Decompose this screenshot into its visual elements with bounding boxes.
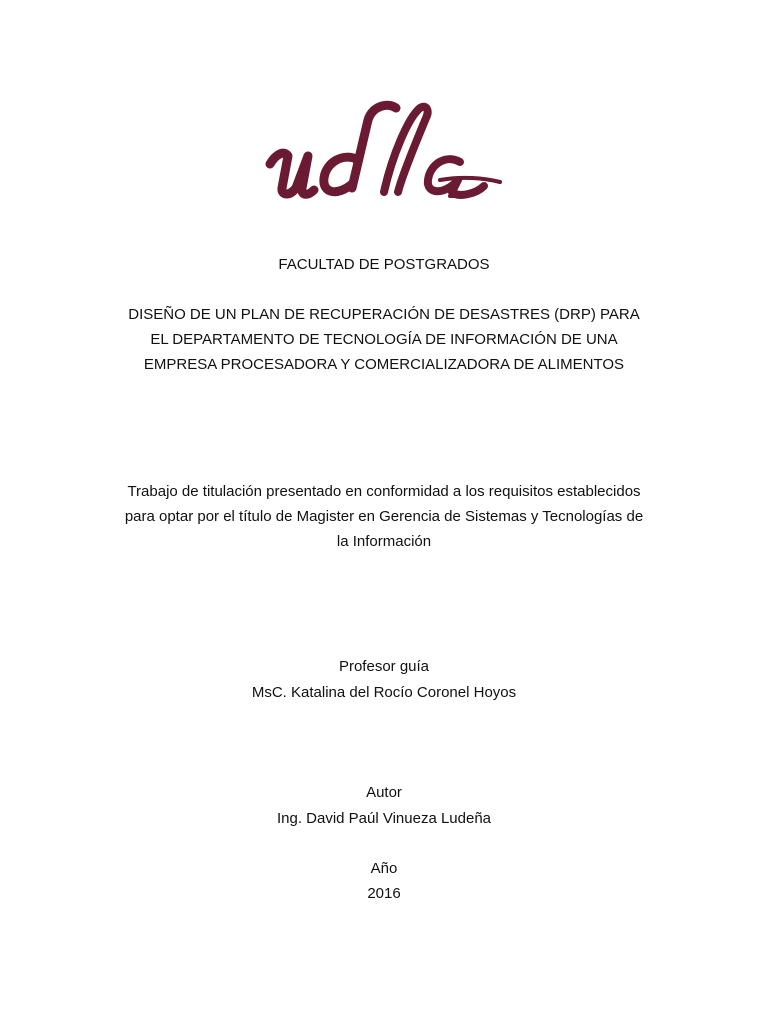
description-line-2: para optar por el título de Magister en Gerencia de Sistemas y Tecnologías de: [124, 508, 644, 525]
advisor-label: Profesor guía: [338, 658, 430, 675]
description-line-3: la Información: [336, 533, 432, 550]
description-line-1: Trabajo de titulación presentado en conformidad a los requisitos establecidos: [127, 483, 641, 500]
title-line-1: DISEÑO DE UN PLAN DE RECUPERACIÓN DE DESASTRES (DRP) PARA: [128, 306, 640, 323]
title-line-2: EL DEPARTAMENTO DE TECNOLOGÍA DE INFORMACIÓN DE UNA: [150, 331, 618, 348]
author-name: Ing. David Paúl Vinueza Ludeña: [276, 810, 492, 827]
udla-logo-icon: [262, 96, 506, 206]
year-label: Año: [370, 860, 398, 877]
title-line-3: EMPRESA PROCESADORA Y COMERCIALIZADORA DE ALIMENTOS: [143, 356, 625, 373]
advisor-name: MsC. Katalina del Rocío Coronel Hoyos: [251, 684, 517, 701]
udla-logo: [262, 96, 506, 206]
author-label: Autor: [366, 784, 402, 801]
faculty-heading: FACULTAD DE POSTGRADOS: [278, 256, 490, 273]
year-value: 2016: [367, 885, 401, 902]
